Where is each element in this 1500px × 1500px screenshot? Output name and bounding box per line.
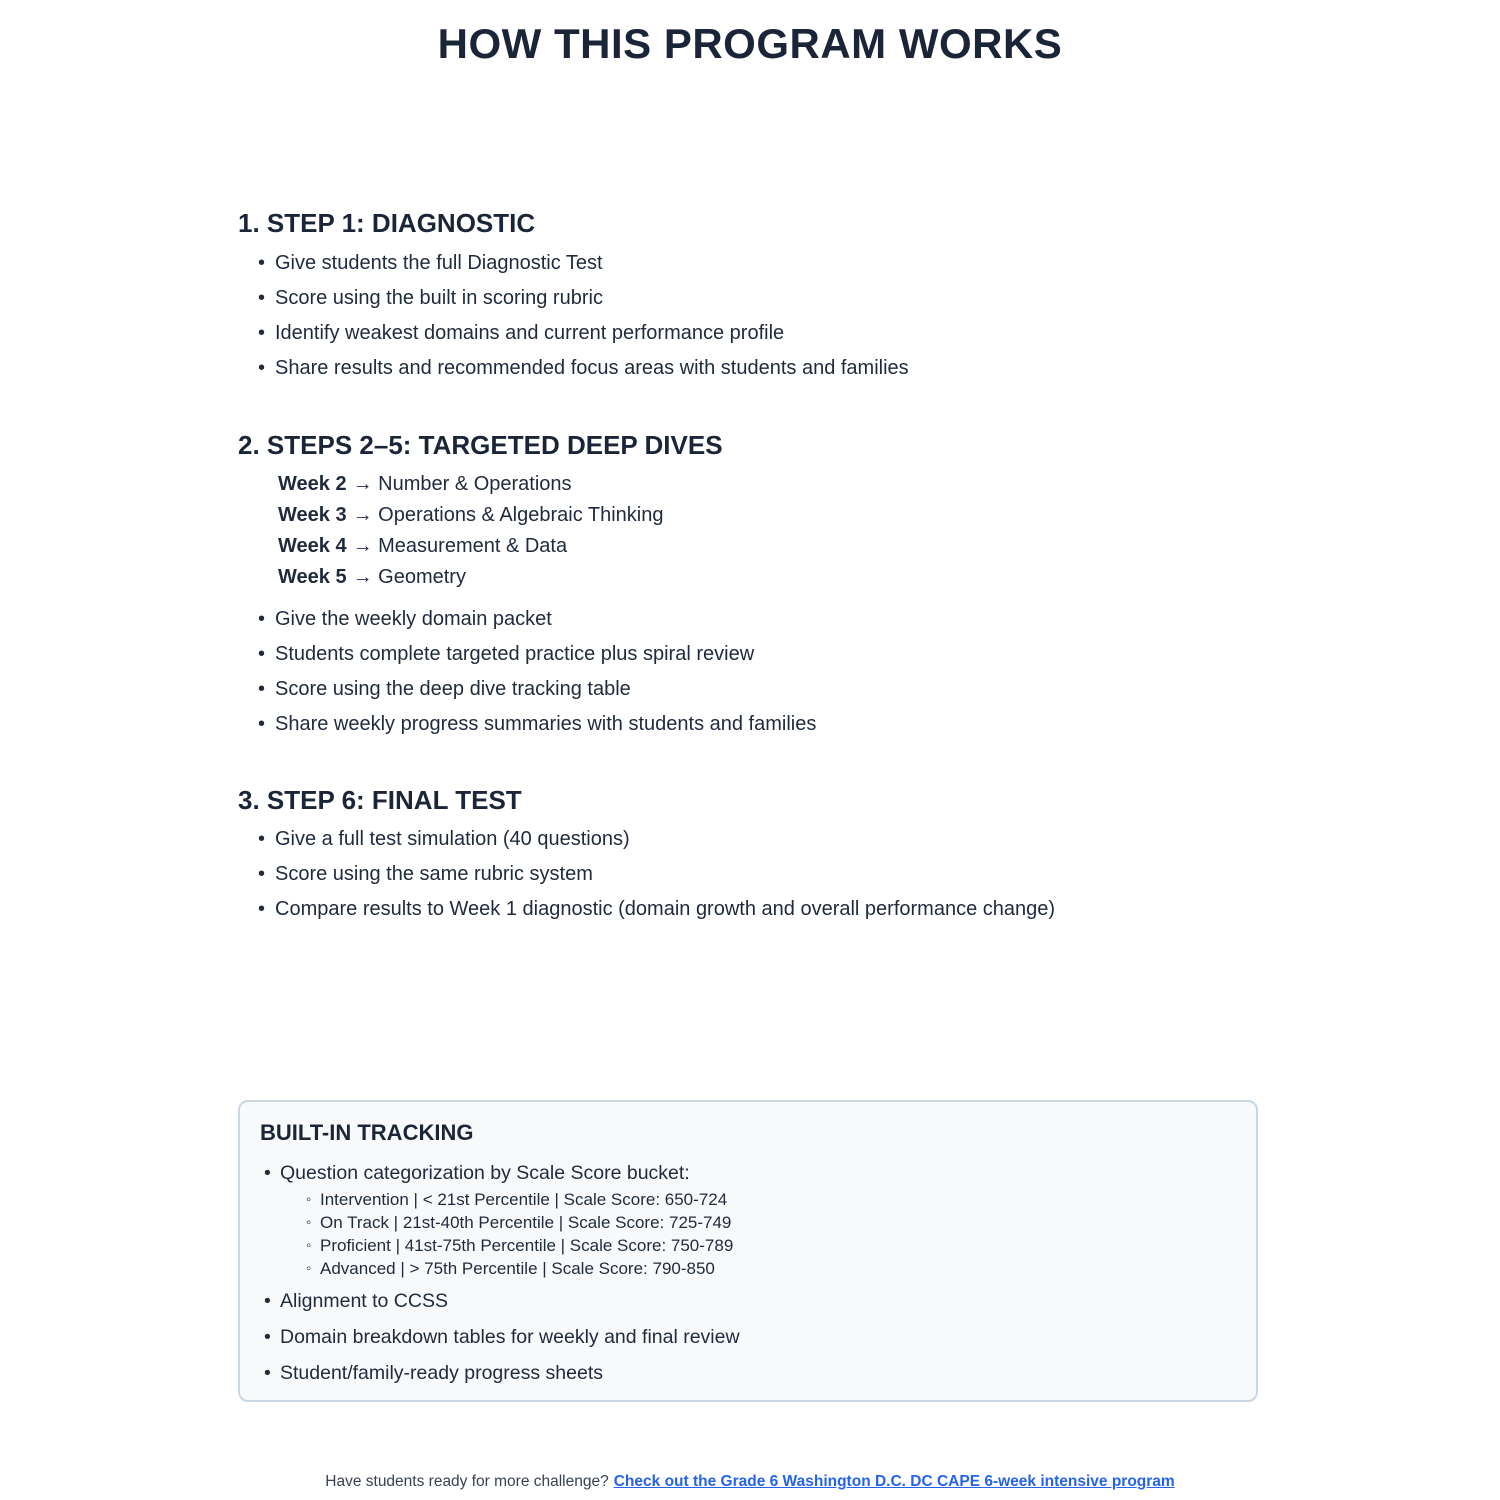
list-item: • Share results and recommended focus areas with students and families — [258, 351, 1262, 386]
list-item: • Score using the deep dive tracking table — [258, 672, 1262, 707]
section-heading-label: STEP 1: DIAGNOSTIC — [266, 208, 536, 238]
week-schedule — [278, 469, 1262, 593]
week-line — [278, 500, 1262, 531]
section-heading-label: STEP 6: FINAL TEST — [266, 785, 522, 815]
bullet-list — [238, 822, 1262, 927]
tracking-bullet-list — [260, 1158, 1236, 1388]
week-topic: → Measurement & Data — [352, 535, 568, 557]
week-topic: → Number & Operations — [352, 473, 572, 495]
footer-prefix-text: Have students ready for more challenge? — [325, 1473, 609, 1490]
scale-score-bucket-list — [280, 1188, 1236, 1280]
list-item: ◦ Intervention | < 21st Percentile | Scale Score: 650-724 — [306, 1188, 1236, 1211]
week-line — [278, 531, 1262, 562]
footer — [238, 1472, 1262, 1492]
list-item: • Students complete targeted practice plus spiral review — [258, 637, 1262, 672]
list-item: • Score using the same rubric system — [258, 857, 1262, 892]
section-number: 2. — [238, 430, 260, 460]
list-item: • Domain breakdown tables for weekly and final review — [264, 1322, 1236, 1352]
section-heading — [238, 785, 1262, 815]
section-number: 1. — [238, 208, 260, 238]
tracking-lead-item: Question categorization by Scale Score bucket: — [280, 1162, 690, 1184]
list-item: ◦ Advanced | > 75th Percentile | Scale Score: 790-850 — [306, 1257, 1236, 1280]
list-item — [264, 1158, 1236, 1280]
list-item: • Give the weekly domain packet — [258, 602, 1262, 637]
list-item: • Give a full test simulation (40 questions) — [258, 822, 1262, 857]
section-heading-label: STEPS 2–5: TARGETED DEEP DIVES — [266, 430, 723, 460]
list-item: • Alignment to CCSS — [264, 1286, 1236, 1316]
week-line — [278, 562, 1262, 593]
section-step-1-diagnostic — [238, 208, 1262, 386]
list-item: ◦ Proficient | 41st-75th Percentile | Scale Score: 750-789 — [306, 1234, 1236, 1257]
section-number: 3. — [238, 785, 260, 815]
section-steps-2-5-deep-dives — [238, 430, 1262, 742]
week-label: Week 3 — [278, 504, 347, 526]
list-item: • Identify weakest domains and current performance profile — [258, 316, 1262, 351]
week-label: Week 4 — [278, 535, 347, 557]
week-label: Week 5 — [278, 566, 347, 588]
section-heading — [238, 208, 1262, 238]
list-item: • Student/family-ready progress sheets — [264, 1358, 1236, 1388]
list-item: • Give students the full Diagnostic Test — [258, 246, 1262, 281]
week-topic: → Operations & Algebraic Thinking — [352, 504, 664, 526]
content-column — [238, 20, 1262, 1492]
intensive-program-link[interactable]: Check out the Grade 6 Washington D.C. DC CAPE 6-week intensive program — [613, 1473, 1175, 1490]
page-title: HOW THIS PROGRAM WORKS — [437, 20, 1063, 67]
built-in-tracking-panel — [238, 1100, 1258, 1402]
section-heading — [238, 430, 1262, 460]
bullet-list — [238, 602, 1262, 742]
list-item: • Score using the built in scoring rubric — [258, 281, 1262, 316]
list-item: ◦ On Track | 21st-40th Percentile | Scale Score: 725-749 — [306, 1211, 1236, 1234]
week-label: Week 2 — [278, 473, 347, 495]
bullet-list — [238, 246, 1262, 386]
tracking-panel-title: BUILT-IN TRACKING — [260, 1120, 474, 1145]
week-line — [278, 469, 1262, 500]
list-item: • Share weekly progress summaries with students and families — [258, 707, 1262, 742]
list-item: • Compare results to Week 1 diagnostic (domain growth and overall performance change) — [258, 892, 1262, 927]
week-topic: → Geometry — [352, 566, 466, 588]
section-step-6-final-test — [238, 785, 1262, 927]
